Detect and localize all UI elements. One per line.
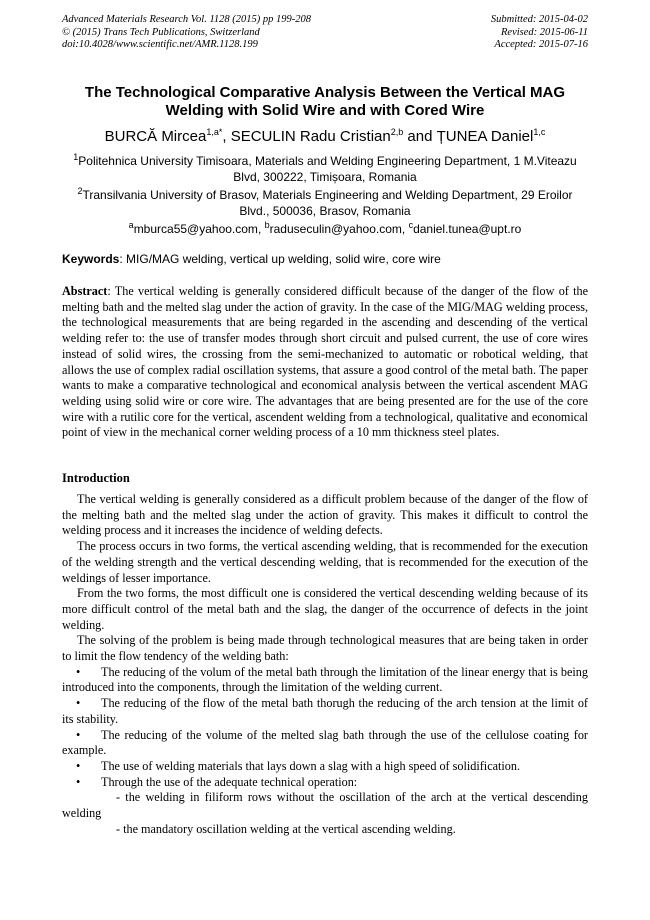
bullet-item bbox=[62, 665, 588, 696]
bullet-item bbox=[62, 775, 588, 791]
email-marker: a bbox=[128, 220, 134, 230]
bullet-icon: • bbox=[76, 727, 81, 742]
affiliation-text: Transilvania University of Brasov, Materials Engineering and Welding Department, 29 Eroilor Blvd., 500036, Brasov, Romania bbox=[82, 188, 573, 218]
bullet-item bbox=[62, 728, 588, 759]
abstract-text: : The vertical welding is generally considered difficult because of the danger of the flow of the melting bath and the melted slag under the action of gravity. In the case of the MIG/MAG welding process, the technological measurements that are being regarded in the ascending and descending of the vertical welding refer to: the use of transfer modes through short circuit and pulsed current, the use of core wires instead of solid wires, the crossing from the semi-mechanized to automatic or robotical welding, that allows the use of complex radial oscillation systems, that assure a good control of the metal bath. The paper wants to make a comparative technological and economical analysis between the vertical ascendent MAG welding using solid wire or core wire. The advantages that are being presented are for the use of the core wire with a rutilic core for the vertical, ascendent welding from a technological, qualitative and economical point of view in the mechanical corner welding process of a 10 mm thickness steel plates. bbox=[62, 284, 588, 440]
paper-title: The Technological Comparative Analysis Between the Vertical MAG Welding with Solid Wire and with Cored Wire bbox=[84, 84, 566, 119]
accepted-date: Accepted: 2015-07-16 bbox=[494, 39, 588, 50]
paragraph: The solving of the problem is being made through technological measures that are being taken in order to limit the flow tendency of the welding bath: bbox=[62, 633, 588, 664]
doi-line: doi:10.4028/www.scientific.net/AMR.1128.199 bbox=[62, 39, 258, 50]
dates-header bbox=[491, 14, 588, 52]
email-separator: , bbox=[257, 222, 265, 236]
email-marker: b bbox=[264, 220, 270, 230]
affiliation-2 bbox=[62, 184, 588, 219]
email-address: raduseculin@yahoo.com bbox=[269, 222, 402, 236]
affiliation-text: Politehnica University Timisoara, Materials and Welding Engineering Department, 1 M.Viteazu Blvd, 300222, Timișoara, Romania bbox=[78, 154, 577, 184]
introduction-heading: Introduction bbox=[62, 471, 130, 485]
abstract-label: Abstract bbox=[62, 284, 108, 298]
author-superscript: 2,b bbox=[390, 127, 404, 137]
email-list bbox=[62, 218, 588, 238]
bullet-icon: • bbox=[76, 664, 81, 679]
author-name: BURCĂ Mircea bbox=[104, 128, 207, 145]
introduction-body bbox=[62, 492, 588, 837]
author-list bbox=[62, 123, 588, 146]
bullet-icon: • bbox=[76, 774, 81, 789]
paragraph: From the two forms, the most difficult one is considered the vertical descending welding because of its more difficult control of the metal bath and the slag, the danger of the occurrence of defects in the joint welding. bbox=[62, 586, 588, 632]
bullet-text: The reducing of the flow of the metal bath thorugh the reducing of the arch tension at the limit of its stability. bbox=[62, 696, 588, 726]
email-marker: c bbox=[408, 220, 414, 230]
bullet-text: The reducing of the volum of the metal bath through the limitation of the linear energy that is being introduced into the components, through the limitation of the welding current. bbox=[62, 664, 588, 695]
author-separator: , bbox=[222, 128, 231, 145]
sub-item: - the mandatory oscillation welding at the vertical ascending welding. bbox=[116, 821, 456, 836]
paragraph: The vertical welding is generally considered as a difficult problem because of the danger of the flow of the melting bath and the melted slag under the action of gravity. This makes it difficult to control the welding process and it increases the incidence of welding defects. bbox=[62, 492, 588, 538]
bullet-text: The reducing of the volume of the melted slag bath through the use of the cellulose coating for example. bbox=[62, 727, 588, 758]
affiliation-marker: 1 bbox=[73, 152, 79, 162]
abstract bbox=[62, 284, 588, 441]
author-name: ȚUNEA Daniel bbox=[436, 128, 534, 145]
bullet-text: Through the use of the adequate technical operation: bbox=[101, 774, 358, 789]
sub-item: - the welding in filiform rows without the oscillation of the arch at the vertical descending welding bbox=[62, 790, 588, 821]
paragraph: The process occurs in two forms, the vertical ascending welding, that is recommended for the execution of the welding strength and the vertical descending welding, that is recommended for the execution of the weldings of lesser importance. bbox=[62, 539, 588, 585]
affiliation-1 bbox=[62, 150, 588, 185]
email-separator: , bbox=[401, 222, 409, 236]
author-name: SECULIN Radu Cristian bbox=[230, 128, 391, 145]
keywords-label: Keywords bbox=[62, 252, 120, 266]
bullet-item bbox=[62, 759, 588, 775]
bullet-icon: • bbox=[76, 696, 81, 711]
journal-header bbox=[62, 14, 311, 52]
bullet-item bbox=[62, 696, 588, 727]
submitted-date: Submitted: 2015-04-02 bbox=[490, 14, 588, 25]
author-superscript: 1,a* bbox=[206, 127, 223, 137]
bullet-icon: • bbox=[76, 758, 81, 773]
email-address: daniel.tunea@upt.ro bbox=[413, 222, 522, 236]
keywords-line bbox=[62, 252, 588, 267]
author-separator: and bbox=[403, 128, 437, 145]
bullet-text: The use of welding materials that lays down a slag with a high speed of solidification. bbox=[101, 758, 521, 773]
author-superscript: 1,c bbox=[533, 127, 546, 137]
copyright-line: © (2015) Trans Tech Publications, Switzerland bbox=[62, 26, 260, 38]
affiliation-marker: 2 bbox=[77, 186, 83, 196]
email-address: mburca55@yahoo.com bbox=[133, 222, 258, 236]
journal-citation: Advanced Materials Research Vol. 1128 (2015) pp 199-208 bbox=[62, 14, 312, 25]
keywords-text: : MIG/MAG welding, vertical up welding, solid wire, core wire bbox=[119, 252, 441, 266]
revised-date: Revised: 2015-06-11 bbox=[501, 26, 588, 38]
